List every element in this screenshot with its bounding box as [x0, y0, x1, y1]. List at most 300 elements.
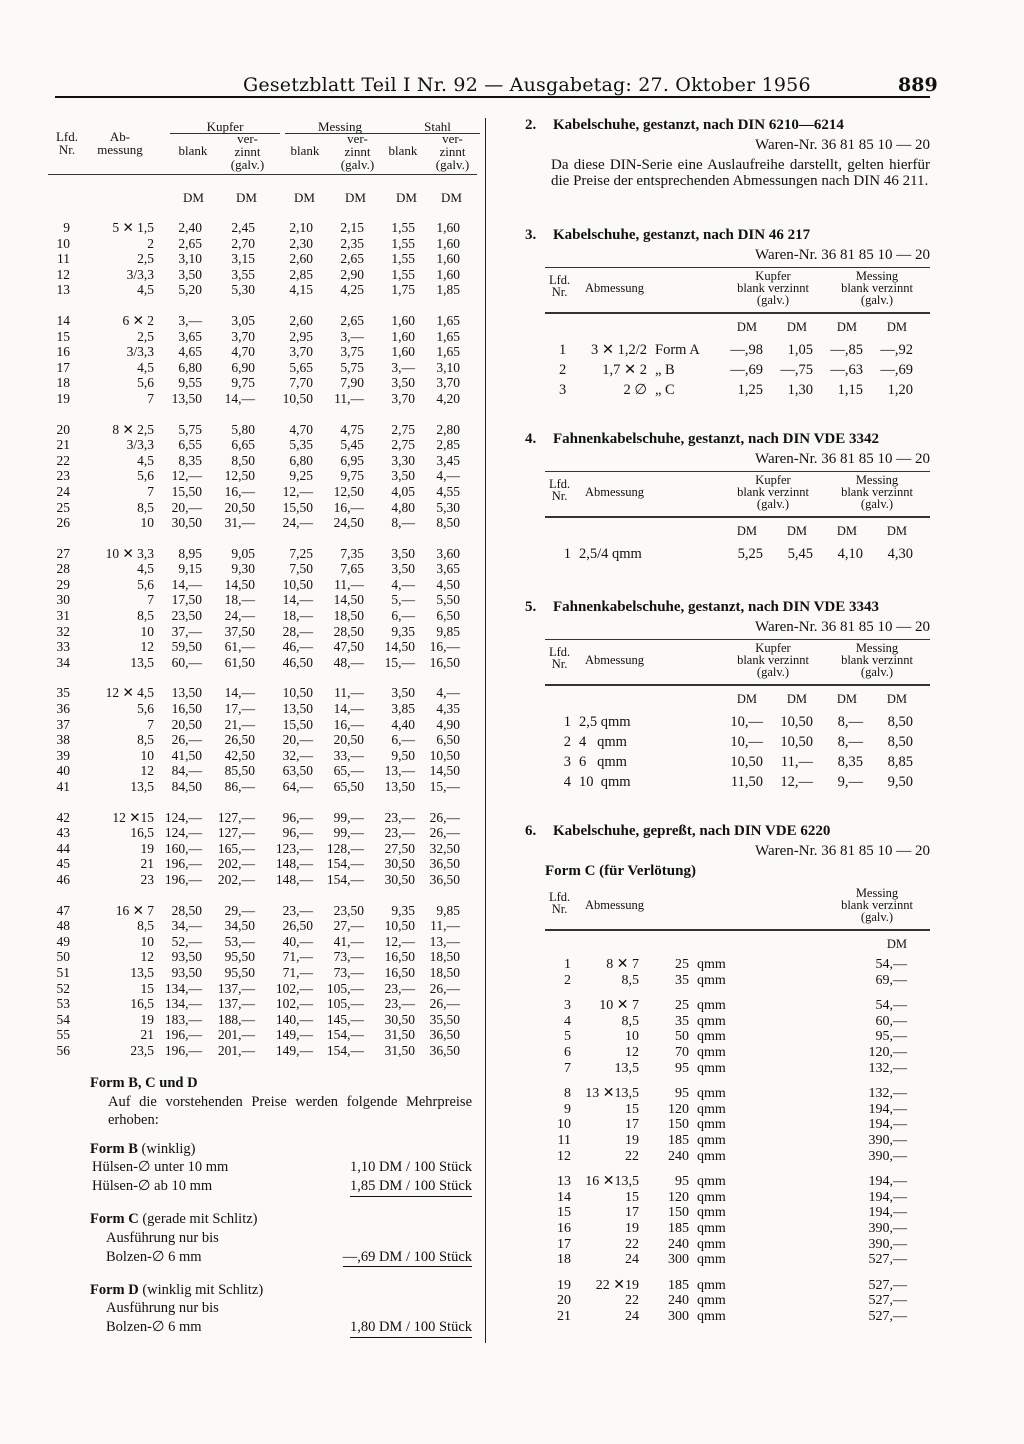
cell-price: 13,50	[282, 701, 313, 717]
col-kupfer: Kupfer blank verzinnt (galv.)	[737, 641, 809, 679]
cell-abmessung: 12	[140, 639, 154, 655]
cell-price: 95,—	[875, 1029, 907, 1045]
cell-lfd: 8	[564, 1086, 571, 1102]
table-row	[545, 772, 930, 792]
cell-price: 4,10	[837, 546, 863, 562]
cell-price: 59,50	[171, 639, 202, 655]
cell-price: 18,—	[282, 608, 313, 624]
table-row	[40, 267, 485, 283]
cell-lfd: 19	[56, 390, 70, 406]
col-abmessung: Abmessung	[585, 281, 645, 295]
table-row	[40, 701, 485, 717]
cell-unit: qmm	[697, 1293, 726, 1309]
cell-unit: qmm	[697, 1205, 726, 1221]
cell-abmessung: 10	[140, 933, 154, 949]
cell-section: 95	[675, 1174, 689, 1190]
cell-price: 9,25	[289, 468, 313, 484]
cell-abmessung: 24	[625, 1308, 639, 1324]
cell-price: 140,—	[275, 1011, 313, 1027]
section-number: 4.	[525, 431, 537, 447]
cell-price: 54,—	[875, 957, 907, 972]
page-title: Gesetzblatt Teil I Nr. 92 — Ausgabetag: 27. Oktober 1956	[243, 74, 811, 96]
cell-price: 148,—	[275, 871, 313, 887]
cell-unit: qmm	[697, 1044, 726, 1060]
cell-price: 8,—	[837, 714, 863, 730]
cell-section: 120	[668, 1101, 689, 1117]
cell-price: 196,—	[164, 1042, 202, 1058]
cell-abmessung: 7	[147, 592, 154, 608]
cell-price: 30,50	[384, 1011, 415, 1027]
cell-lfd: 44	[56, 840, 70, 856]
cell-price: 30,50	[384, 871, 415, 887]
cell-price: 7,65	[340, 561, 364, 577]
cell-abmessung: 2,5 qmm	[579, 714, 631, 730]
cell-price: 9,55	[178, 375, 202, 391]
table-row	[40, 779, 485, 795]
dm-label: DM	[886, 524, 907, 538]
table-row	[40, 561, 485, 577]
table-row	[40, 872, 485, 888]
cell-price: 20,—	[171, 499, 202, 515]
cell-price: 5,35	[289, 437, 313, 453]
cell-abmessung: 16,5	[130, 996, 154, 1012]
cell-price: 154,—	[326, 1027, 364, 1043]
cell-abmessung: 24	[625, 1252, 639, 1268]
cell-price: 31,50	[384, 1027, 415, 1043]
cell-price: —,98	[730, 342, 763, 358]
cell-lfd: 12	[557, 1148, 571, 1164]
cell-price: 165,—	[217, 840, 255, 856]
section-6-table	[545, 885, 930, 1324]
section-6-body	[545, 957, 930, 1324]
cell-price: 1,55	[391, 266, 415, 282]
col-lfd: Lfd. Nr.	[549, 645, 571, 671]
cell-price: 9,30	[231, 561, 255, 577]
cell-price: 11,50	[730, 774, 763, 790]
cell-price: 1,55	[391, 251, 415, 267]
cell-abmessung: 22	[625, 1148, 639, 1164]
cell-price: 3,50	[391, 545, 415, 561]
cell-price: 5,50	[436, 592, 460, 608]
cell-price: 18,—	[224, 592, 255, 608]
dm-label: DM	[294, 190, 315, 205]
cell-price: 64,—	[282, 779, 313, 794]
cell-price: 149,—	[275, 1027, 313, 1043]
cell-price: 4,65	[178, 344, 202, 360]
table-row	[40, 313, 485, 329]
cell-abmessung: 2,5/4 qmm	[579, 546, 642, 562]
cell-lfd: 12	[56, 266, 70, 282]
cell-price: 37,50	[224, 623, 255, 639]
cell-abmessung: 16 ✕13,5	[585, 1174, 639, 1190]
cell-abmessung: 6 qmm	[579, 754, 627, 770]
cell-price: 23,—	[384, 980, 415, 996]
table-header	[545, 471, 930, 518]
cell-price: 527,—	[868, 1293, 907, 1309]
table-row	[545, 1029, 930, 1045]
col-abmessung: Abmessung	[585, 653, 645, 667]
cell-price: 154,—	[326, 1042, 364, 1058]
col-messing: Messing blank verzinnt (galv.)	[841, 641, 913, 679]
cell-lfd: 53	[56, 996, 70, 1012]
cell-price: 5,25	[737, 546, 763, 562]
cell-lfd: 14	[557, 1189, 571, 1205]
cell-abmessung: 22 ✕19	[595, 1277, 639, 1293]
cell-abmessung: 2	[147, 235, 154, 251]
cell-price: 9,—	[837, 774, 863, 790]
cell-lfd: 43	[56, 825, 70, 841]
cell-abmessung: 6 ✕ 2	[122, 312, 154, 328]
cell-lfd: 10	[557, 1117, 571, 1133]
cell-price: 26,—	[429, 825, 460, 841]
cell-lfd: 23	[56, 468, 70, 484]
cell-price: 12,—	[780, 774, 813, 790]
cell-price: 23,—	[282, 902, 313, 918]
cell-price: 20,—	[282, 732, 313, 748]
cell-lfd: 15	[557, 1205, 571, 1221]
cell-price: 1,65	[436, 312, 460, 328]
table-row	[545, 1061, 930, 1077]
form-b-label: Form B	[90, 1140, 138, 1157]
form-c-line1: Ausführung nur bis	[106, 1229, 219, 1246]
cell-section: 300	[668, 1308, 689, 1324]
cell-abmessung: 12 ✕ 4,5	[105, 685, 154, 701]
table-row	[40, 500, 485, 516]
cell-price: 47,50	[333, 639, 364, 655]
cell-price: 160,—	[164, 840, 202, 856]
table-row	[40, 608, 485, 624]
cell-abmessung: 4,5	[137, 561, 154, 577]
table-row	[545, 1252, 930, 1268]
col-kupfer: Kupfer blank verzinnt (galv.)	[737, 269, 809, 307]
cell-price: 11,—	[334, 576, 364, 592]
cell-price: 6,80	[178, 359, 202, 375]
cell-price: 18,50	[429, 949, 460, 965]
cell-abmessung: 1,7 ✕ 2	[602, 362, 647, 378]
cell-price: 3,10	[178, 251, 202, 267]
table-row	[40, 437, 485, 453]
cell-price: 4,55	[436, 483, 460, 499]
cell-price: —,69	[880, 362, 913, 378]
table-row	[40, 748, 485, 764]
cell-price: 2,45	[231, 220, 255, 235]
cell-abmessung: 8,5	[137, 918, 154, 934]
cell-price: 183,—	[164, 1011, 202, 1027]
table-row	[40, 360, 485, 376]
cell-price: 2,60	[289, 312, 313, 328]
table-row	[40, 453, 485, 469]
cell-abmessung: 5 ✕ 1,5	[112, 220, 154, 235]
cell-price: 10,50	[780, 734, 813, 750]
section-2	[525, 117, 930, 189]
cell-price: 105,—	[326, 996, 364, 1012]
cell-price: 20,50	[224, 499, 255, 515]
cell-price: 12,—	[384, 933, 415, 949]
dm-label: DM	[736, 692, 757, 706]
cell-abmessung: 13,5	[614, 1060, 639, 1076]
section-4-table	[545, 471, 930, 564]
cell-lfd: 42	[56, 809, 70, 825]
cell-price: 41,50	[171, 747, 202, 763]
cell-form: Form A	[655, 342, 700, 358]
cell-price: 2,95	[289, 328, 313, 344]
cell-price: 27,—	[333, 918, 364, 934]
dm-label: DM	[836, 692, 857, 706]
cell-price: 16,50	[429, 654, 460, 670]
cell-unit: qmm	[697, 1236, 726, 1252]
cell-abmessung: 3/3,3	[126, 266, 154, 282]
cell-section: 185	[668, 1132, 689, 1148]
cell-price: 95,50	[224, 949, 255, 965]
cell-price: 188,—	[217, 1011, 255, 1027]
cell-price: 26,—	[429, 996, 460, 1012]
cell-price: 16,—	[333, 716, 364, 732]
cell-price: 128,—	[326, 840, 364, 856]
cell-price: 7,90	[340, 375, 364, 391]
mehrpreise-heading: Form B, C und D	[90, 1075, 198, 1091]
table-header	[545, 639, 930, 686]
cell-price: 21,—	[224, 716, 255, 732]
cell-price: 527,—	[868, 1308, 907, 1324]
cell-unit: qmm	[697, 1029, 726, 1045]
cell-section: 120	[668, 1189, 689, 1205]
cell-price: 14,50	[384, 639, 415, 655]
cell-price: 96,—	[282, 825, 313, 841]
cell-price: 2,85	[436, 437, 460, 453]
cell-abmessung: 12	[140, 949, 154, 965]
cell-price: 1,65	[436, 344, 460, 360]
group-gap	[545, 1268, 930, 1278]
cell-price: 3,85	[391, 701, 415, 717]
group-gap	[40, 531, 485, 546]
cell-price: 202,—	[217, 871, 255, 887]
cell-price: 26,—	[429, 980, 460, 996]
table-row	[545, 1133, 930, 1149]
cell-abmessung: 15	[140, 980, 154, 996]
cell-price: 3,70	[231, 328, 255, 344]
cell-price: 36,50	[429, 856, 460, 872]
section-5	[525, 599, 930, 792]
currency-row	[40, 190, 485, 220]
cell-price: 16,—	[224, 483, 255, 499]
cell-unit: qmm	[697, 1117, 726, 1133]
cell-price: 15,—	[384, 654, 415, 670]
col-messing: Messing blank verzinnt (galv.)	[841, 473, 913, 511]
cell-unit: qmm	[697, 1148, 726, 1164]
cell-price: 53,—	[224, 933, 255, 949]
cell-price: 15,50	[282, 499, 313, 515]
cell-lfd: 17	[557, 1236, 571, 1252]
cell-price: —,69	[730, 362, 763, 378]
cell-lfd: 2	[559, 362, 567, 378]
cell-price: 3,50	[178, 266, 202, 282]
cell-lfd: 29	[56, 576, 70, 592]
cell-lfd: 18	[557, 1252, 571, 1268]
form-label: Form C (für Verlötung)	[545, 863, 696, 879]
cell-price: 13,50	[384, 779, 415, 794]
cell-abmessung: 4 qmm	[579, 734, 627, 750]
cell-unit: qmm	[697, 1101, 726, 1117]
cell-price: 4,25	[340, 282, 364, 298]
table-row	[40, 592, 485, 608]
cell-price: 46,—	[282, 639, 313, 655]
form-d-label: Form D	[90, 1281, 139, 1298]
cell-price: 137,—	[217, 996, 255, 1012]
cell-price: 134,—	[164, 996, 202, 1012]
cell-unit: qmm	[697, 957, 726, 972]
waren-nr: Waren-Nr. 36 81 85 10 — 20	[754, 137, 930, 153]
cell-lfd: 17	[56, 359, 70, 375]
cell-price: 13,50	[171, 685, 202, 701]
cell-section: 240	[668, 1148, 689, 1164]
cell-price: 3,70	[289, 344, 313, 360]
cell-price: 3,70	[391, 390, 415, 406]
table-row	[40, 1012, 485, 1028]
cell-price: 194,—	[868, 1205, 907, 1221]
table-row	[40, 965, 485, 981]
cell-price: 5,45	[340, 437, 364, 453]
cell-lfd: 55	[56, 1027, 70, 1043]
table-row	[545, 340, 930, 360]
cell-price: 6,95	[340, 452, 364, 468]
mehrpreise-section	[90, 1074, 480, 1337]
table-row	[40, 655, 485, 671]
dm-label: DM	[886, 692, 907, 706]
cell-price: 154,—	[326, 871, 364, 887]
cell-price: 35,50	[429, 1011, 460, 1027]
cell-section: 240	[668, 1236, 689, 1252]
table-row	[545, 1205, 930, 1221]
cell-price: 34,—	[171, 918, 202, 934]
cell-abmessung: 7	[147, 390, 154, 406]
cell-lfd: 2	[563, 734, 571, 750]
cell-price: 93,50	[171, 949, 202, 965]
table-row	[40, 639, 485, 655]
section-title: Kabelschuhe, gestanzt, nach DIN 6210—6214	[553, 117, 844, 133]
cell-lfd: 3	[559, 382, 567, 398]
cell-lfd: 30	[56, 592, 70, 608]
form-d-desc: (winklig mit Schlitz)	[142, 1281, 264, 1298]
group-gap	[40, 888, 485, 903]
col-abmessung: Abmessung	[585, 898, 645, 912]
form-b-desc: (winklig)	[141, 1140, 196, 1157]
cell-price: 3,—	[391, 359, 415, 375]
cell-section: 95	[675, 1060, 689, 1076]
cell-abmessung: 3 ✕ 1,2/2	[590, 342, 647, 358]
cell-price: 6,—	[391, 608, 415, 624]
cell-abmessung: 22	[625, 1293, 639, 1309]
cell-lfd: 3	[563, 754, 571, 770]
cell-price: 14,—	[282, 592, 313, 608]
waren-nr: Waren-Nr. 36 81 85 10 — 20	[754, 247, 930, 263]
table-row	[545, 1190, 930, 1206]
form-b-line1: Hülsen-∅ unter 10 mm	[92, 1159, 229, 1175]
cell-price: 4,15	[289, 282, 313, 298]
dm-label: DM	[836, 320, 857, 334]
cell-price: 12,50	[224, 468, 255, 484]
group-kupfer: Kupfer	[170, 120, 280, 134]
cell-price: 4,30	[887, 546, 913, 562]
table-row	[40, 515, 485, 531]
cell-price: 30,50	[171, 515, 202, 531]
cell-price: 8,85	[887, 754, 913, 770]
cell-price: 13,50	[171, 390, 202, 406]
col-messing: Messing blank verzinnt (galv.)	[841, 269, 913, 307]
cell-price: 4,20	[436, 390, 460, 406]
sub-verzinnt: ver- zinnt (galv.)	[435, 131, 470, 172]
cell-lfd: 6	[564, 1044, 571, 1060]
cell-price: 17,—	[224, 701, 255, 717]
cell-price: 2,40	[178, 220, 202, 235]
cell-price: 4,70	[231, 344, 255, 360]
cell-price: 10,—	[730, 734, 763, 750]
left-price-table	[40, 118, 485, 1059]
cell-price: 18,50	[429, 964, 460, 980]
sub-blank: blank	[178, 143, 208, 158]
cell-price: 8,35	[837, 754, 863, 770]
cell-price: 17,50	[171, 592, 202, 608]
cell-price: 4,—	[436, 685, 460, 701]
cell-lfd: 1	[563, 714, 571, 730]
cell-price: 26,50	[282, 918, 313, 934]
cell-price: 2,65	[178, 235, 202, 251]
table-row	[40, 981, 485, 997]
cell-price: 23,50	[333, 902, 364, 918]
table-row	[40, 841, 485, 857]
table-row	[40, 717, 485, 733]
cell-section: 50	[675, 1029, 689, 1045]
table-row	[40, 484, 485, 500]
cell-abmessung: 5,6	[137, 701, 154, 717]
cell-lfd: 11	[57, 251, 70, 267]
table-row	[40, 344, 485, 360]
cell-price: 2,90	[340, 266, 364, 282]
column-divider	[485, 118, 486, 1343]
cell-price: 29,—	[224, 902, 255, 918]
cell-price: 2,80	[436, 421, 460, 437]
cell-price: 26,—	[429, 809, 460, 825]
cell-price: 9,75	[231, 375, 255, 391]
dm-label: DM	[786, 524, 807, 538]
table-row	[40, 624, 485, 640]
table-row	[545, 998, 930, 1014]
cell-price: 14,50	[333, 592, 364, 608]
cell-price: 16,—	[333, 499, 364, 515]
cell-price: 6,—	[391, 732, 415, 748]
col-lfd: Lfd. Nr.	[55, 129, 79, 157]
cell-price: 24,50	[333, 515, 364, 531]
table-row	[545, 1237, 930, 1253]
cell-price: 3,45	[436, 452, 460, 468]
cell-price: 10,50	[730, 754, 763, 770]
cell-lfd: 20	[56, 421, 70, 437]
cell-price: 1,55	[391, 235, 415, 251]
cell-unit: qmm	[697, 1132, 726, 1148]
cell-price: 7,50	[289, 561, 313, 577]
cell-price: 42,50	[224, 747, 255, 763]
cell-price: 194,—	[868, 1174, 907, 1190]
cell-price: 5,30	[231, 282, 255, 298]
table-row	[40, 422, 485, 438]
cell-price: 10,50	[384, 918, 415, 934]
cell-lfd: 24	[56, 483, 70, 499]
cell-lfd: 13	[56, 282, 70, 298]
cell-lfd: 5	[564, 1029, 571, 1045]
cell-unit: qmm	[697, 1252, 726, 1268]
col-lfd: Lfd. Nr.	[549, 890, 571, 916]
cell-section: 35	[675, 1013, 689, 1029]
table-row	[40, 1043, 485, 1059]
